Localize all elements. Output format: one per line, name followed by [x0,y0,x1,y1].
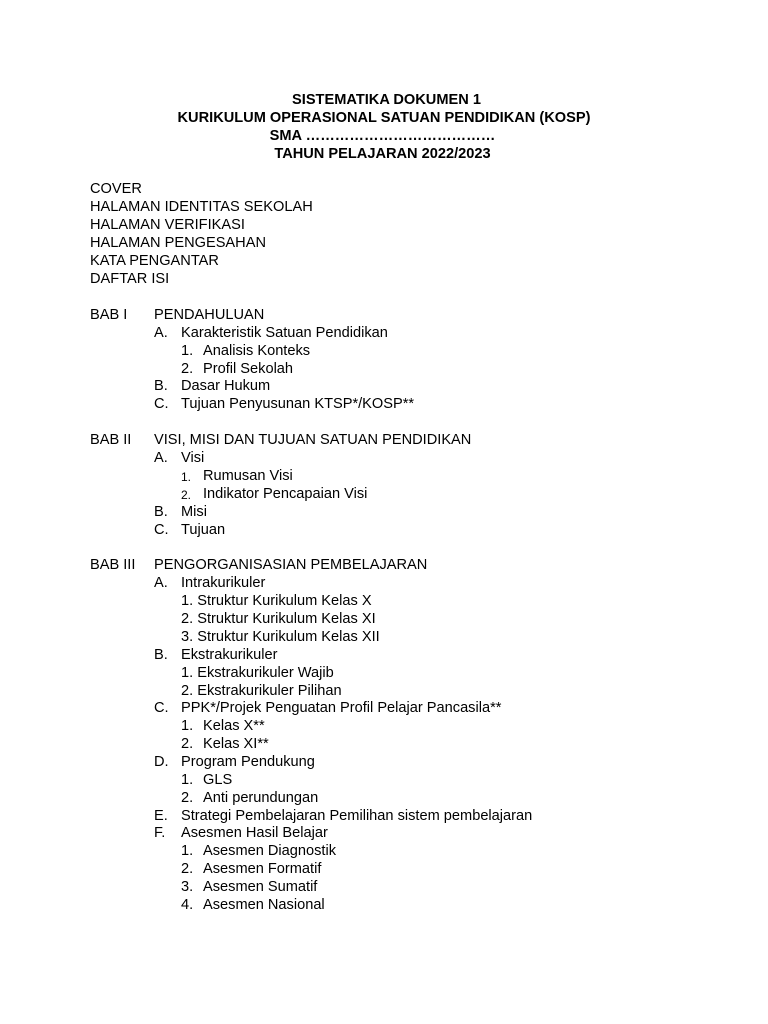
document-title [0,92,768,164]
bab3-d1-mark: 1. [181,772,194,788]
bab3-f2-text: Asesmen Formatif [203,861,322,877]
bab3-c2-text: Kelas XI** [203,736,269,752]
bab3-d-mark: D. [154,754,169,770]
bab3-a1: 1. Struktur Kurikulum Kelas X [181,593,372,609]
bab1-b-text: Dasar Hukum [181,378,271,394]
bab3-f3-text: Asesmen Sumatif [203,879,318,895]
bab3-f3-mark: 3. [181,879,194,895]
bab1-c-mark: C. [154,396,169,412]
front-matter-item: KATA PENGANTAR [90,252,219,269]
bab3-d2-text: Anti perundungan [203,790,319,806]
title-line-3: SMA ………………………………… [269,127,496,144]
bab2-a-text: Visi [181,450,205,466]
front-matter-item: HALAMAN PENGESAHAN [90,234,266,251]
bab2-a1-mark: 1. [181,470,192,484]
bab2-a1-text: Rumusan Visi [203,468,293,484]
bab3-c-mark: C. [154,700,169,716]
bab3-b-mark: B. [154,647,168,663]
bab2-c-mark: C. [154,522,169,538]
title-line-4: TAHUN PELAJARAN 2022/2023 [274,145,491,162]
front-matter-list [90,181,313,288]
bab1-c-text: Tujuan Penyusunan KTSP*/KOSP** [181,396,415,412]
bab2-a2-text: Indikator Pencapaian Visi [203,486,368,502]
bab1-title: PENDAHULUAN [154,307,265,323]
bab3-a2: 2. Struktur Kurikulum Kelas XI [181,611,376,627]
bab3-b2: 2. Ekstrakurikuler Pilihan [181,683,342,699]
bab3-label: BAB III [90,557,136,573]
bab1-a1-text: Analisis Konteks [203,343,311,359]
bab3-f4-text: Asesmen Nasional [203,897,325,913]
bab3-f-mark: F. [154,825,166,841]
bab1-b-mark: B. [154,378,168,394]
bab3-b-text: Ekstrakurikuler [181,647,278,663]
bab3-f1-text: Asesmen Diagnostik [203,843,337,859]
title-line-2: KURIKULUM OPERASIONAL SATUAN PENDIDIKAN (KOSP) [177,109,591,126]
bab2-b-text: Misi [181,504,207,520]
bab3-f-text: Asesmen Hasil Belajar [181,825,328,841]
bab3-f4-mark: 4. [181,897,194,913]
bab3-e-text: Strategi Pembelajaran Pemilihan sistem pembelajaran [181,808,533,824]
bab3-a3: 3. Struktur Kurikulum Kelas XII [181,629,380,645]
bab2-b-mark: B. [154,504,168,520]
bab2-c-text: Tujuan [181,522,226,538]
bab3-a-mark: A. [154,575,168,591]
bab2-a-mark: A. [154,450,168,466]
bab1-label: BAB I [90,307,128,323]
bab3-a-text: Intrakurikuler [181,575,266,591]
bab2-label: BAB II [90,432,132,448]
bab2-title: VISI, MISI DAN TUJUAN SATUAN PENDIDIKAN [154,432,472,448]
bab3-d2-mark: 2. [181,790,194,806]
bab3-f2-mark: 2. [181,861,194,877]
bab1-a-mark: A. [154,325,168,341]
bab3-e-mark: E. [154,808,168,824]
bab3-c2-mark: 2. [181,736,194,752]
bab1-a2-mark: 2. [181,361,194,377]
front-matter-item: DAFTAR ISI [90,270,170,287]
front-matter-item: HALAMAN VERIFIKASI [90,216,245,233]
bab3-c-text: PPK*/Projek Penguatan Profil Pelajar Pancasila** [181,700,502,716]
bab3-f1-mark: 1. [181,843,194,859]
title-line-1: SISTEMATIKA DOKUMEN 1 [292,92,481,108]
bab3-d1-text: GLS [203,772,233,788]
bab3-title: PENGORGANISASIAN PEMBELAJARAN [154,557,428,573]
front-matter-item: COVER [90,181,142,197]
bab1-a1-mark: 1. [181,343,194,359]
bab3-b1: 1. Ekstrakurikuler Wajib [181,665,334,681]
bab1-a2-text: Profil Sekolah [203,361,294,377]
bab3-d-text: Program Pendukung [181,754,315,770]
bab2-a2-mark: 2. [181,488,192,502]
bab3-c1-text: Kelas X** [203,718,265,734]
bab3-c1-mark: 1. [181,718,194,734]
bab1-a-text: Karakteristik Satuan Pendidikan [181,325,388,341]
front-matter-item: HALAMAN IDENTITAS SEKOLAH [90,198,313,215]
